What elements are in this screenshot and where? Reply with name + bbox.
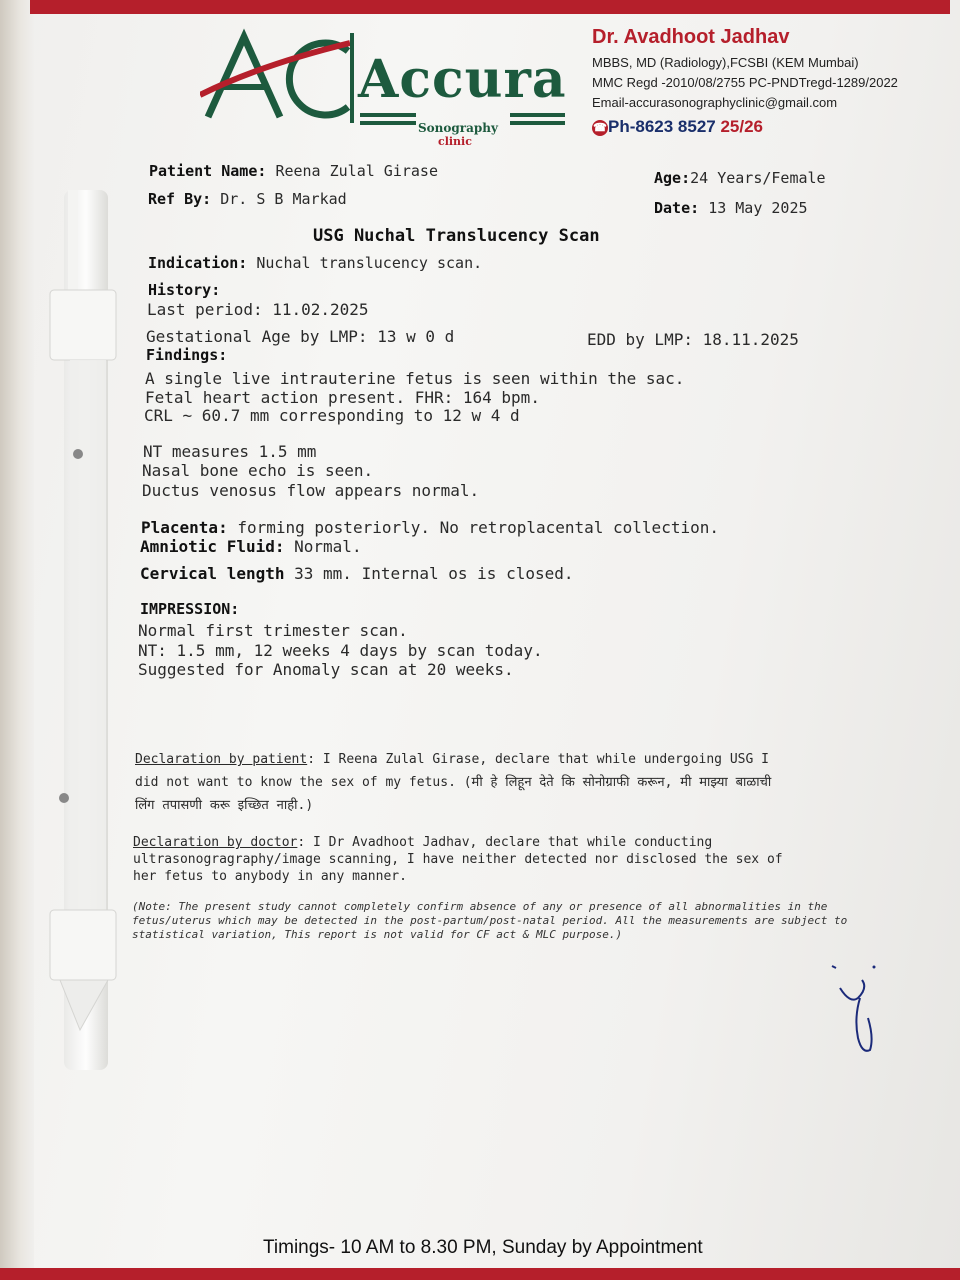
binder-clip <box>20 190 130 1070</box>
date-row <box>654 199 808 217</box>
placenta-value: forming posteriorly. No retroplacental collection. <box>237 518 719 537</box>
date-label: Date: <box>654 199 700 217</box>
fluid-label: Amniotic Fluid: <box>140 537 285 556</box>
last-period: Last period: 11.02.2025 <box>147 300 369 319</box>
impression-line: Suggested for Anomaly scan at 20 weeks. <box>138 660 514 679</box>
cervical-label: Cervical length <box>140 564 285 583</box>
doctor-declaration <box>133 834 863 885</box>
footer-band <box>0 1268 960 1280</box>
doctor-qualification: MBBS, MD (Radiology),FCSBI (KEM Mumbai) <box>592 55 859 70</box>
doctor-declaration-text: : I Dr Avadhoot Jadhav, declare that while conducting <box>297 835 713 850</box>
ref-value: Dr. S B Markad <box>220 190 347 208</box>
indication-row <box>148 254 482 272</box>
nt-finding-line: Nasal bone echo is seen. <box>142 461 374 480</box>
edd-lmp: EDD by LMP: 18.11.2025 <box>587 330 799 349</box>
age-label: Age: <box>654 169 691 187</box>
date-value: 13 May 2025 <box>708 199 808 217</box>
cervical-value: 33 mm. Internal os is closed. <box>294 564 574 583</box>
clinic-phone <box>592 117 898 137</box>
clinic-subtitle: Sonography <box>418 121 498 135</box>
patient-name-label: Patient Name: <box>149 162 267 180</box>
impression-label: IMPRESSION: <box>140 600 240 618</box>
nt-finding-line: NT measures 1.5 mm <box>143 442 317 461</box>
report-title: USG Nuchal Translucency Scan <box>313 226 600 246</box>
header-band <box>30 0 950 14</box>
ref-row <box>148 190 347 208</box>
phone-number: Ph-8623 8527 <box>608 117 721 136</box>
findings-label: Findings: <box>146 346 228 364</box>
ref-label: Ref By: <box>148 190 212 208</box>
indication-label: Indication: <box>148 254 248 272</box>
patient-name-row <box>149 162 438 180</box>
age-value: 24 Years/Female <box>690 169 826 187</box>
patient-name-value: Reena Zulal Girase <box>275 162 438 180</box>
clinic-email: Email-accurasonographyclinic@gmail.com <box>592 95 838 110</box>
patient-declaration-text: : I Reena Zulal Girase, declare that while undergoing USG I <box>307 752 769 767</box>
patient-declaration <box>135 751 855 814</box>
finding-line: CRL ~ 60.7 mm corresponding to 12 w 4 d <box>144 406 520 425</box>
nt-finding-line: Ductus venosus flow appears normal. <box>142 481 480 500</box>
doctor-declaration-text: her fetus to anybody in any manner. <box>133 869 407 884</box>
indication-value: Nuchal translucency scan. <box>256 254 483 272</box>
age-row <box>654 169 826 187</box>
patient-declaration-label: Declaration by patient <box>135 752 308 767</box>
patient-declaration-text: did not want to know the sex of my fetus. (मी हे लिहून देते कि सोनोग्राफी करून, मी माझ्या बाळाची <box>135 775 772 790</box>
clinic-subtitle-2: clinic <box>438 135 472 148</box>
cervical-row <box>140 564 574 583</box>
finding-line: Fetal heart action present. FHR: 164 bpm. <box>145 388 540 407</box>
disclaimer-note: (Note: The present study cannot completely confirm absence of any or presence of all abnormalities in the fetus/uterus which may be detected in the post-partum/post-natal period. All the measurements are subject to statistical variation, This report is not valid for CF act & MLC purpose.) <box>132 900 848 941</box>
finding-line: A single live intrauterine fetus is seen within the sac. <box>145 369 685 388</box>
clinic-logo <box>200 25 570 148</box>
fluid-row <box>140 537 362 556</box>
doctor-registration: MMC Regd -2010/08/2755 PC-PNDTregd-1289/2022 <box>592 75 898 90</box>
doctor-signature <box>828 958 888 1058</box>
gestational-age-lmp: Gestational Age by LMP: 13 w 0 d <box>146 327 455 346</box>
ac-logo-mark <box>200 25 360 125</box>
clinic-timings: Timings- 10 AM to 8.30 PM, Sunday by Appointment <box>263 1237 703 1258</box>
phone-suffix: 25/26 <box>720 117 764 136</box>
placenta-row <box>141 518 719 537</box>
doctor-declaration-text: ultrasonogragraphy/image scanning, I have neither detected nor disclosed the sex of <box>133 852 783 867</box>
patient-declaration-text: लिंग तपासणी करू इच्छित नाही.) <box>135 798 314 813</box>
history-label: History: <box>148 281 221 299</box>
fluid-value: Normal. <box>294 537 362 556</box>
impression-line: NT: 1.5 mm, 12 weeks 4 days by scan today. <box>138 641 543 660</box>
placenta-label: Placenta: <box>141 518 228 537</box>
impression-line: Normal first trimester scan. <box>138 621 408 640</box>
doctor-info <box>592 26 898 137</box>
clinic-name: Accura <box>358 49 567 110</box>
doctor-declaration-label: Declaration by doctor <box>133 835 298 850</box>
doctor-name: Dr. Avadhoot Jadhav <box>592 26 790 48</box>
phone-icon: ☎ <box>593 122 607 134</box>
